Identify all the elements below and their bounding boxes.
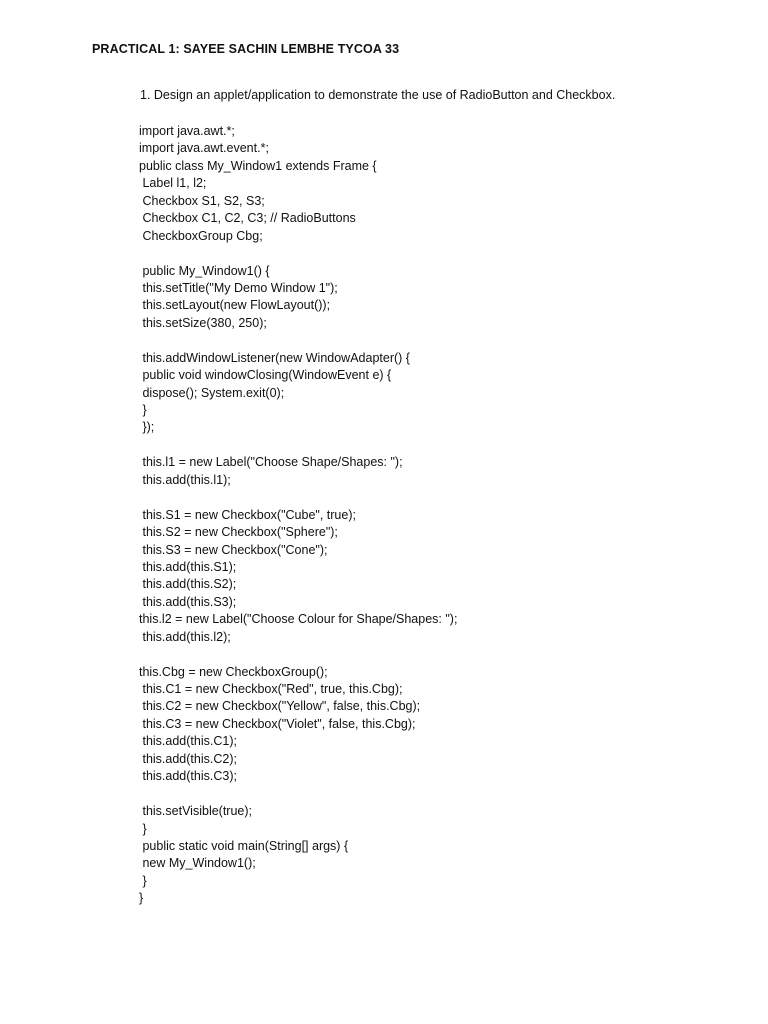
code-line xyxy=(139,489,457,506)
code-line: this.add(this.l1); xyxy=(139,472,231,487)
code-line: public static void main(String[] args) { xyxy=(139,838,349,853)
code-line: this.C2 = new Checkbox("Yellow", false, this.Cbg); xyxy=(139,699,421,714)
code-line: this.setVisible(true); xyxy=(139,804,253,819)
code-line: this.addWindowListener(new WindowAdapter() { xyxy=(139,350,410,365)
code-line: this.S1 = new Checkbox("Cube", true); xyxy=(139,507,356,522)
code-line: public My_Window1() { xyxy=(139,263,270,278)
code-line xyxy=(139,332,457,349)
code-line xyxy=(139,646,457,663)
code-line: public void windowClosing(WindowEvent e) { xyxy=(139,368,392,383)
code-line: dispose(); System.exit(0); xyxy=(139,385,285,400)
code-line: this.S3 = new Checkbox("Cone"); xyxy=(139,542,328,557)
code-line: this.S2 = new Checkbox("Sphere"); xyxy=(139,525,338,540)
code-line: this.l2 = new Label("Choose Colour for Shape/Shapes: "); xyxy=(139,612,458,627)
question-text: 1. Design an applet/application to demonstrate the use of RadioButton and Checkbox. xyxy=(140,88,616,102)
code-line: this.C3 = new Checkbox("Violet", false, this.Cbg); xyxy=(139,716,416,731)
code-line: this.add(this.l2); xyxy=(139,629,231,644)
code-line xyxy=(139,245,457,262)
code-line: this.setLayout(new FlowLayout()); xyxy=(139,298,331,313)
code-line: } xyxy=(139,873,147,888)
code-line: Checkbox C1, C2, C3; // RadioButtons xyxy=(139,211,356,226)
code-line: new My_Window1(); xyxy=(139,856,256,871)
practical-heading: PRACTICAL 1: SAYEE SACHIN LEMBHE TYCOA 33 xyxy=(92,42,400,56)
code-line: this.Cbg = new CheckboxGroup(); xyxy=(139,664,328,679)
code-line: import java.awt.*; xyxy=(139,124,235,138)
code-line: } xyxy=(139,891,144,906)
code-line: this.setTitle("My Demo Window 1"); xyxy=(139,280,338,295)
code-listing xyxy=(139,123,457,908)
code-line: this.C1 = new Checkbox("Red", true, this.Cbg); xyxy=(139,682,403,696)
code-line: }); xyxy=(139,420,155,435)
code-line: public class My_Window1 extends Frame { xyxy=(139,158,377,173)
code-line: this.add(this.S2); xyxy=(139,577,237,592)
code-line: this.add(this.C1); xyxy=(139,734,237,749)
code-line: import java.awt.event.*; xyxy=(139,141,269,156)
code-line: } xyxy=(139,403,147,417)
code-line xyxy=(139,437,457,454)
code-line xyxy=(139,786,457,803)
code-line: CheckboxGroup Cbg; xyxy=(139,228,263,243)
code-line: this.setSize(380, 250); xyxy=(139,315,267,330)
code-line: Label l1, l2; xyxy=(139,176,207,191)
code-line: this.add(this.S1); xyxy=(139,559,237,574)
code-line: this.add(this.S3); xyxy=(139,594,237,609)
code-line: } xyxy=(139,821,147,836)
code-line: Checkbox S1, S2, S3; xyxy=(139,193,265,208)
code-line: this.add(this.C3); xyxy=(139,769,237,784)
code-line: this.add(this.C2); xyxy=(139,751,237,766)
code-line: this.l1 = new Label("Choose Shape/Shapes: "); xyxy=(139,455,403,470)
